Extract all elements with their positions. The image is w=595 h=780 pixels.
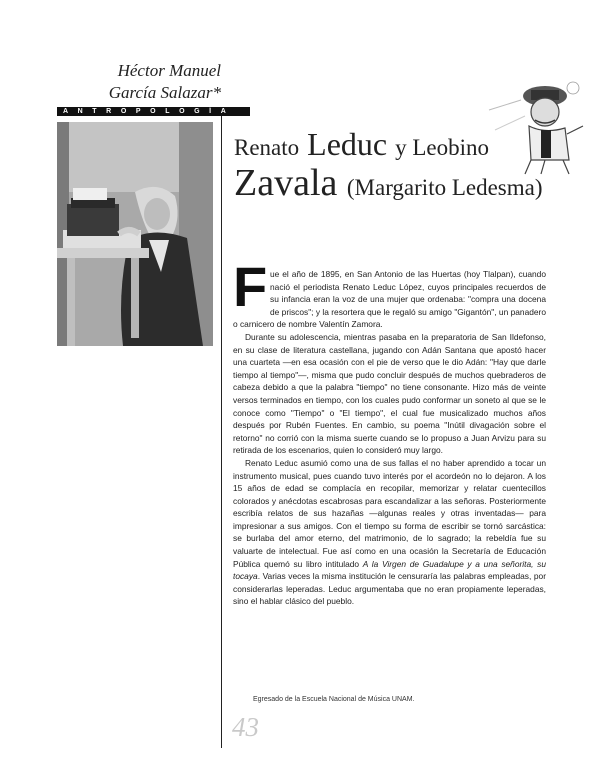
paragraph-3 [233, 457, 546, 608]
paragraph-3-text-b: . Varias veces la misma institución le censuraría las palabras empleadas, por considerarlas leperadas. Leduc argumentaba que no eran propiamente leperadas, sino el hablar clásico del pueblo. [233, 571, 546, 607]
paragraph-2: Durante su adolescencia, mientras pasaba en la preparatoria de San Ildefonso, en su clase de literatura castellana, jugando con Adán Santana que apostó hacer una cuarteta —en esa ocasión con el pie de verso que le dio Adán: "Hay que darle tiempo al tiempo"—, misma que pudo concluir después de muchos quebraderos de cabeza debido a que la palabra "tiempo" no tiene consonante. Hizo más de veinte versos terminados en tiempo, con los cuales pudo conformar un soneto al que se le conoce como "Tiempo" o "El tiempo", el cual fue musicalizado muchos años después por Rubén Fuentes. En cambio, su poema "Inútil divagación sobre el retorno" no corrió con la misma suerte cuando se lo propuso a Juan Arvizu para su retirada de los escenarios, quien lo consideró muy largo. [233, 331, 546, 456]
book-title: A la Virgen de Guadalupe y a una señorita, su tocaya [233, 558, 547, 582]
author-name [109, 60, 221, 104]
title-renato: Renato [234, 135, 300, 160]
author-photo [57, 122, 213, 346]
author-footnote: Egresado de la Escuela Nacional de Música UNAM. [253, 696, 415, 703]
article-title-line2 [234, 164, 584, 207]
article-title [234, 124, 584, 207]
author-name-line1: Héctor Manuel [117, 61, 221, 80]
page-number: 43 [232, 712, 259, 742]
drop-cap: F [233, 255, 268, 318]
paragraph-1-text: ue el año de 1895, en San Antonio de las Huertas (hoy Tlalpan), cuando nació el periodista Renato Leduc López, cuyos principales recuerdos de su infancia eran la voz de una mujer que ordenaba: "compra una docena de priscos"; y la resortera que le regaló su amigo "Gigantón", un panadero o carnicero de nombre Valentín Zamora. [233, 269, 546, 330]
paragraph-1 [233, 255, 546, 331]
section-label: ANTROPOLOGÍA [57, 107, 250, 116]
author-name-line2: García Salazar* [108, 83, 221, 102]
article-body [233, 255, 547, 608]
title-y-leobino: y Leobino [395, 135, 490, 160]
vertical-divider [221, 116, 222, 748]
paragraph-3-text-a: Renato Leduc asumió como una de sus fallas el no haber aprendido a tocar un instrumento musical, pues cuando tuvo interés por el acordeón no lo dejaron. A los 15 años de edad se complacía en recopilar, memorizar y relatar cuentecillos colorados y anécdotas escabrosas para escandalizar a las señoras. Posteriormente escribía relatos de sus hazañas —algunas reales y otras inventadas— para impresionar a sus amigos. Con el tiempo su forma de escribir se tornó sarcástica: se burlaba del amor eterno, del matrimonio, de lo sagrado; la rebeldía fue su valuarte de intelectual. Fue así como en una ocasión la Secretaría de Educación Pública quemó su libro intitulado [233, 457, 546, 569]
title-zavala: Zavala [234, 162, 338, 204]
title-leduc: Leduc [307, 126, 388, 162]
man-at-typewriter-image [57, 122, 213, 346]
title-margarito-ledesma: (Margarito Ledesma) [346, 175, 543, 200]
